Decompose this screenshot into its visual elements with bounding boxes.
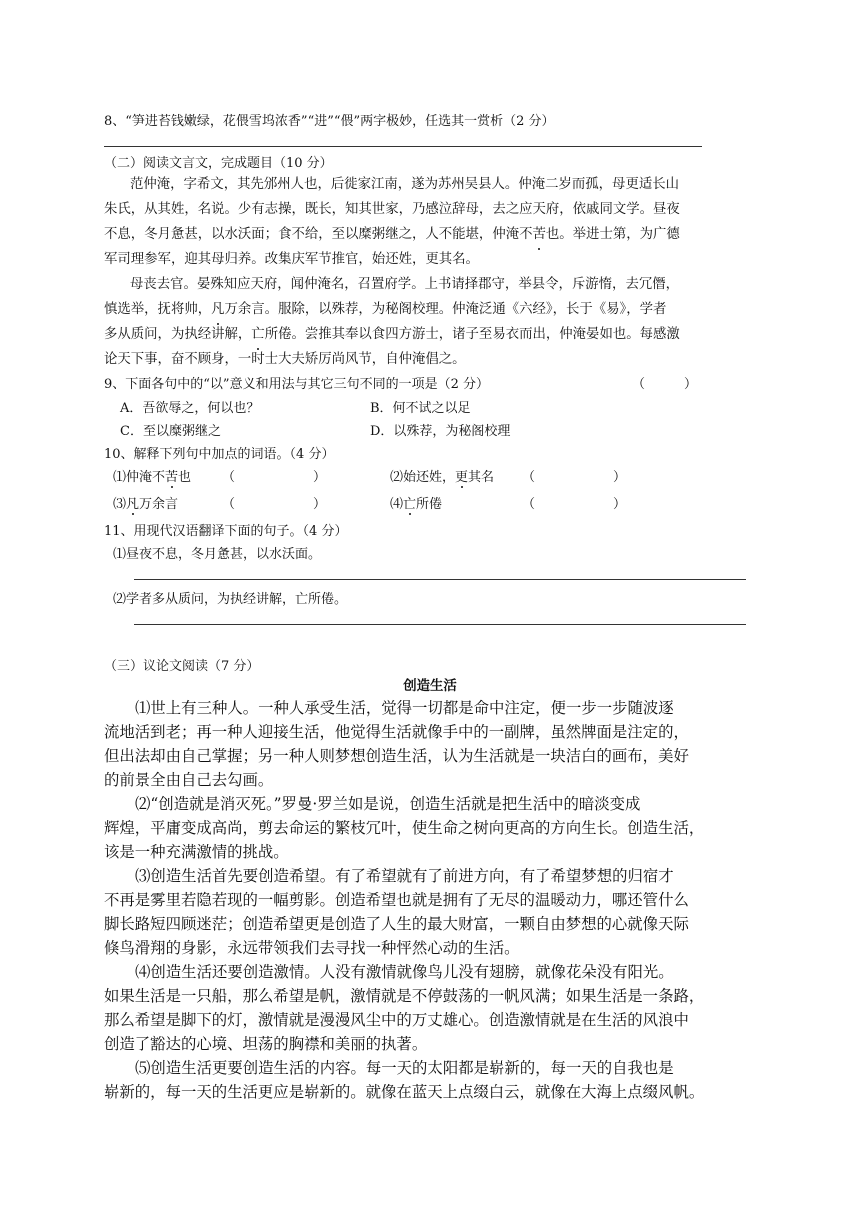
q10-item-1: ⑴仲淹不苦也 [113,466,191,485]
passage-line: 不息，冬月惫甚，以水沃面；食不给，至以糜粥继之，人不能堪，仲淹不苦也。举进士第，为广德 [104,222,680,247]
essay-line: ⑴世上有三种人。一种人承受生活，觉得一切都是命中注定，便一步一步随波逐 [135,699,674,717]
q10-item-4: ⑷亡所倦 [390,493,442,512]
passage-line: 慎选举，抚将帅，凡万余言。服除，以殊荐，为秘阁校理。仲淹泛通《六经》，长于《易》，学者 [104,297,680,322]
question-9-answer-paren[interactable]: （ ） [632,377,698,392]
essay-line: 如果生活是一只船，那么希望是帆，激情就是不停鼓荡的一帆风满；如果生活是一条路， [104,987,705,1005]
option-d: D．以殊荐，为秘阁校理 [370,424,511,439]
classical-passage-p1-cont [104,197,680,272]
essay-line: 那么希望是脚下的灯，激情就是漫漫风尘中的万丈雄心。创造激情就是在生活的风浪中 [104,1011,689,1029]
passage-line: 母丧去官。晏殊知应天府，闻仲淹名，召置府学。上书请择郡守，举县令，斥游惰，去冗僭， [130,277,680,292]
classical-passage-p2-cont [104,297,680,372]
passage-line: 军司理参军，迎其母归养。改集庆军节推官，始还姓，更其名。 [104,252,479,267]
passage-line: 论天下事，奋不顾身，一时士大夫矫厉尚风节，自仲淹倡之。 [104,352,466,367]
essay-line: 该是一种充满激情的挑战。 [104,843,289,861]
section-2-header: （二）阅读文言文，完成题目（10 分） [104,156,333,171]
dotted-word: 亡 [251,322,264,347]
essay-line: 辉煌，平庸变成高尚，剪去命运的繁枝冗叶，使生命之树向更高的方向生长。创造生活， [104,819,705,837]
q11-item-1: ⑴昼夜不息，冬月惫甚，以水沃面。 [113,547,322,562]
dotted-word: 凡 [211,297,224,322]
dotted-word: 亡 [403,493,416,512]
question-10-stem: 10、解释下列句中加点的词语。（4 分） [104,447,335,462]
dotted-word: 更 [455,466,468,485]
essay-line: 倏鸟滑翔的身影，永远带领我们去寻找一种怦然心动的生活。 [104,939,520,957]
essay-line: ⑸创造生活更要创造生活的内容。每一天的太阳都是崭新的，每一天的自我也是 [135,1059,674,1077]
q10-item-3: ⑶凡万余言 [113,493,178,512]
answer-line-q11-2[interactable] [134,624,746,625]
option-c: C．至以糜粥继之 [120,424,221,439]
passage-line: 朱氏，从其姓，名说。少有志操，既长，知其世家，乃感泣辞母，去之应天府，依戚同文学。昼夜 [104,202,680,217]
question-11-stem: 11、用现代汉语翻译下面的句子。（4 分） [104,524,348,539]
option-a: A．吾欲辱之，何以也？ [120,401,260,416]
q11-item-2: ⑵学者多从质问，为执经讲解，亡所倦。 [113,592,348,607]
essay-body [104,696,704,1104]
essay-line: ⑷创造生活还要创造激情。人没有激情就像鸟儿没有翅膀，就像花朵没有阳光。 [135,963,674,981]
essay-line: 不再是雾里若隐若现的一幅剪影。创造希望也就是拥有了无尽的温暖动力，哪还管什么 [104,891,689,909]
q10-answer-1[interactable]: （ ） [222,470,327,485]
passage-line: 多从质问，为执经讲解，亡所倦。尝推其奉以食四方游士，诸子至易衣而出，仲淹晏如也。每感激 [104,322,680,347]
answer-line-q8[interactable] [104,146,702,147]
q10-answer-3[interactable]: （ ） [222,497,327,512]
dotted-word: 苦 [165,466,178,485]
classical-passage-p2 [130,272,679,297]
essay-line: 脚长路短四顾迷茫；创造希望更是创造了人生的最大财富，一颗自由梦想的心就像天际 [104,915,689,933]
section-3-header: （三）议论文阅读（7 分） [104,659,260,674]
classical-passage-p1 [130,172,679,197]
answer-line-q11-1[interactable] [134,579,746,580]
essay-line: ⑵“创造就是消灭死。”罗曼·罗兰如是说，创造生活就是把生活中的暗淡变成 [135,795,641,813]
essay-line: 崭新的，每一天的生活更应是崭新的。就像在蓝天上点缀白云，就像在大海上点缀风帆。 [104,1083,705,1101]
essay-line: 但出法却由自己掌握；另一种人则梦想创造生活，认为生活就是一块洁白的画布，美好 [104,747,689,765]
option-b: B．何不试之以足 [370,401,471,416]
q10-item-2: ⑵始还姓，更其名 [390,466,494,485]
question-8: 8、“笋进苔钱嫩绿，花偎雪坞浓香”“进”“偎”两字极妙，任选其一赏析（2 分） [104,114,555,129]
essay-line: 的前景全由自己去勾画。 [104,771,274,789]
essay-line: 创造了豁达的心境、坦荡的胸襟和美丽的执著。 [104,1035,428,1053]
essay-line: ⑶创造生活首先要创造希望。有了希望就有了前进方向，有了希望梦想的归宿才 [135,867,674,885]
essay-line: 流地活到老；再一种人迎接生活，他觉得生活就像手中的一副牌，虽然牌面是注定的， [104,723,689,741]
q10-answer-2[interactable]: （ ） [522,470,627,485]
dotted-word: 凡 [126,493,139,512]
question-9-stem: 9、下面各句中的“以”意义和用法与其它三句不同的一项是（2 分） [104,377,489,392]
essay-title: 创造生活 [403,679,457,694]
passage-line: 范仲淹，字希文，其先邠州人也，后徙家江南，遂为苏州吴县人。仲淹二岁而孤，母更适长山 [130,177,680,192]
q10-answer-4[interactable]: （ ） [522,497,627,512]
dotted-word: 苦 [533,222,546,247]
